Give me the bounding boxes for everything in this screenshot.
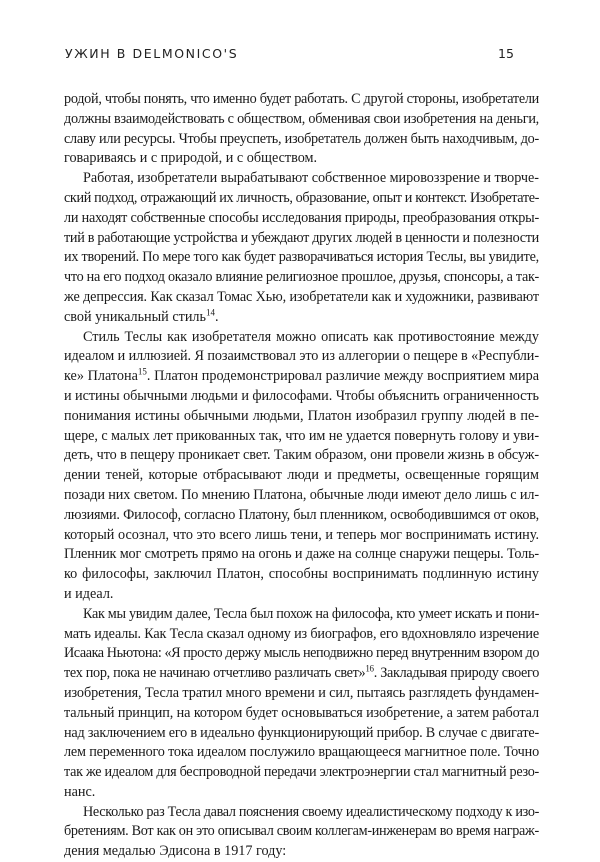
footnote-ref-15: 15 bbox=[137, 366, 147, 377]
footnote-ref-14: 14 bbox=[205, 307, 215, 318]
text-line: который осознал, что это всего лишь тени, и теперь мог воспринимать истину. bbox=[64, 526, 539, 543]
text-line bbox=[64, 308, 539, 328]
text-line: понимания истины обычными людьми, Платон изобразил группу людей в пе- bbox=[64, 407, 539, 424]
period: . bbox=[214, 308, 219, 325]
text-line: над заключением его в идеально функционирующий прибор. В случае с двигате- bbox=[64, 724, 539, 741]
text-line: Работая, изобретатели вырабатывают собственное мировоззрение и творче- bbox=[83, 170, 539, 187]
paragraph-1 bbox=[64, 90, 539, 169]
paragraph-4 bbox=[64, 605, 539, 803]
text-line: Несколько раз Тесла давал пояснения своему идеалистическому подходу к изо- bbox=[83, 803, 540, 820]
paragraph-3 bbox=[64, 328, 539, 605]
text-fragment: тех пор, пока не начинаю отчетливо различать свет» bbox=[64, 665, 366, 682]
text-line: родой, чтобы понять, что именно будет работать. С другой стороны, изобретатели bbox=[64, 91, 539, 107]
text-fragment: . Закладывая природу своего bbox=[373, 665, 540, 682]
text-line: тальный принцип, на котором будет основываться изобретение, а затем работал bbox=[64, 704, 539, 721]
text-line: мать идеалы. Как Тесла сказал одному из биографов, его вдохновляло изречение bbox=[64, 625, 539, 642]
text-line bbox=[64, 367, 539, 387]
text-line: ли находят собственные способы исследования природы, преобразования откры- bbox=[64, 209, 539, 226]
text-line: лем переменного тока идеалом послужило вращающееся магнитное поле. Точно bbox=[64, 744, 539, 761]
text-line: изобретения, Тесла тратил много времени и сил, пытаясь разглядеть фундамен- bbox=[64, 684, 539, 701]
text-line: позади них светом. По мнению Платона, обычные люди имеют дело лишь с ил- bbox=[64, 486, 539, 503]
paragraph-5 bbox=[64, 803, 539, 862]
text-line: дения медалью Эдисона в 1917 году: bbox=[64, 843, 287, 860]
text-line: ский подход, отражающий их личность, образование, опыт и контекст. Изобретате- bbox=[64, 189, 539, 206]
text-line: и истины обычными людьми и философами. Чтобы объяснить ограниченность bbox=[64, 387, 539, 404]
text-line: Пленник мог смотреть прямо на огонь и даже на солнце снаружи пещеры. Толь- bbox=[64, 546, 539, 563]
text-fragment: . Платон продемонстрировал различие между восприятием мира bbox=[146, 368, 539, 385]
text-line: говариваясь и с природой, и с обществом. bbox=[64, 150, 318, 167]
text-line: славу или ресурсы. Чтобы преуспеть, изобретатель должен быть находчивым, до- bbox=[64, 130, 539, 147]
text-line: люзиями. Философ, согласно Платону, был пленником, освободившимся от оков, bbox=[64, 506, 539, 523]
text-line: Исаака Ньютона: «Я просто держу мысль неподвижно перед внутренним взором до bbox=[64, 645, 539, 662]
text-line: должны взаимодействовать с обществом, обменивая свои изобретения на деньги, bbox=[64, 110, 539, 127]
text-line: же депрессия. Как сказал Томас Хью, изобретатели как и художники, развивают bbox=[64, 288, 539, 305]
text-line: дении теней, которые отбрасывают люди и предметы, освещенные горящим bbox=[64, 467, 539, 484]
text-line: так же идеалом для беспроводной передачи электроэнергии стал магнитный резо- bbox=[64, 764, 539, 781]
text-line: Стиль Теслы как изобретателя можно описать как противостояние между bbox=[83, 328, 539, 345]
text-line: щере, с малых лет прикованных так, что им не удается повернуть голову и уви- bbox=[64, 427, 539, 444]
text-line bbox=[64, 664, 539, 684]
text-line: и идеал. bbox=[64, 585, 114, 602]
text-line: идеалом и иллюзией. Я позаимствовал это из аллегории о пещере в «Республи- bbox=[64, 348, 539, 365]
text-fragment: свой уникальный стиль bbox=[64, 308, 206, 325]
footnote-ref-16: 16 bbox=[365, 663, 374, 674]
text-line: их творений. По мере того как будет разворачиваться история Теслы, вы увидите, bbox=[64, 249, 539, 266]
text-line: ко философы, заключил Платон, способны воспринимать подлинную истину bbox=[64, 566, 539, 583]
text-fragment: ке» Платона bbox=[64, 368, 138, 385]
page-number: 15 bbox=[498, 46, 514, 61]
body-text bbox=[64, 90, 539, 862]
text-line: тий в работающие устройства и убеждают других людей в ценности и полезности bbox=[64, 229, 539, 246]
text-line: деть, что в пещеру проникает свет. Таким образом, они провели жизнь в обсуж- bbox=[64, 447, 539, 464]
paragraph-2 bbox=[64, 169, 539, 327]
text-line: Как мы увидим далее, Тесла был похож на философа, кто умеет искать и пони- bbox=[83, 605, 539, 622]
running-head-title: УЖИН В DELMONICO'S bbox=[65, 46, 239, 61]
text-line: бретениям. Вот как он это описывал своим коллегам-инженерам во время награж- bbox=[64, 823, 539, 840]
text-line: что на его подход оказало влияние религиозное прошлое, друзья, спонсоры, а так- bbox=[64, 269, 539, 286]
text-line: нанс. bbox=[64, 783, 96, 800]
